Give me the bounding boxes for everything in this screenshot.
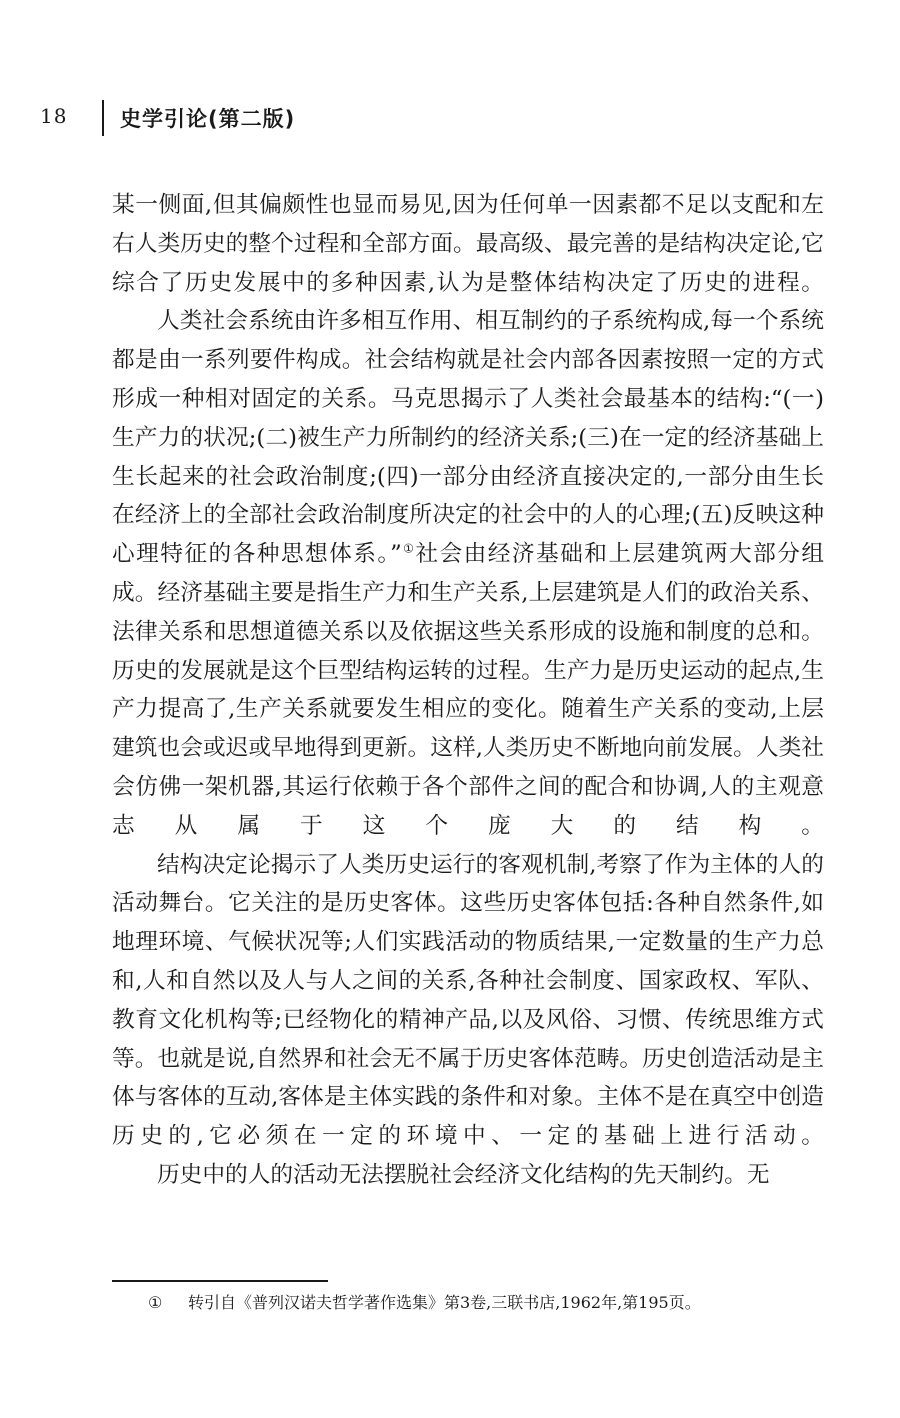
footnote-divider xyxy=(112,1280,328,1282)
paragraph: 结构决定论揭示了人类历史运行的客观机制,考察了作为主体的人的活动舞台。它关注的是历史客体。这些历史客体包括:各种自然条件,如地理环境、气候状况等;人们实践活动的物质结果,一定数量的生产力总和,人和自然以及人与人之间的关系,各种社会制度、国家政权、军队、教育文化机构等;已经物化的精神产品,以及风俗、习惯、传统思维方式等。也就是说,自然界和社会无不属于历史客体范畴。历史创造活动是主体与客体的互动,客体是主体实践的条件和对象。主体不是在真空中创造历史的,它必须在一定的环境中、一定的基础上进行活动。 xyxy=(112,851,824,1150)
paragraph: 历史中的人的活动无法摆脱社会经济文化结构的先天制约。无 xyxy=(157,1161,770,1188)
paragraph: 某一侧面,但其偏颇性也显而易见,因为任何单一因素都不足以支配和左右人类历史的整个过程和全部方面。最高级、最完善的是结构决定论,它综合了历史发展中的多种因素,认为是整体结构决定了历史的进程。 xyxy=(112,192,824,296)
footnote-mark: ① xyxy=(148,1293,163,1312)
paragraph xyxy=(112,302,824,845)
footnote-text: 转引自《普列汉诺夫哲学著作选集》第3卷,三联书店,1962年,第195页。 xyxy=(188,1293,701,1312)
footnote xyxy=(148,1290,828,1316)
footnote-reference: ① xyxy=(401,541,416,556)
running-title: 史学引论(第二版) xyxy=(120,107,296,131)
page-header xyxy=(40,100,860,136)
paragraph-text: 社会由经济基础和上层建筑两大部分组成。经济基础主要是指生产力和生产关系,上层建筑是人们的政治关系、法律关系和思想道德关系以及依据这些关系形成的设施和制度的总和。历史的发展就是这个巨型结构运转的过程。生产力是历史运动的起点,生产力提高了,生产关系就要发生相应的变化。随着生产关系的变动,上层建筑也会或迟或早地得到更新。这样,人类历史不断地向前发展。人类社会仿佛一架机器,其运行依赖于各个部件之间的配合和协调,人的主观意志从属于这个庞大的结构。 xyxy=(112,541,825,839)
body-text xyxy=(112,186,824,1195)
header-divider xyxy=(102,100,104,136)
page-number: 18 xyxy=(40,104,68,128)
paragraph-text: 人类社会系统由许多相互作用、相互制约的子系统构成,每一个系统都是由一系列要件构成。社会结构就是社会内部各因素按照一定的方式形成一种相对固定的关系。马克思揭示了人类社会最基本的结构:“(一)生产力的状况;(二)被生产力所制约的经济关系;(三)在一定的经济基础上生长起来的社会政治制度;(四)一部分由经济直接决定的,一部分由生长在经济上的全部社会政治制度所决定的社会中的人的心理;(五)反映这种心理特征的各种思想体系。” xyxy=(112,308,824,568)
